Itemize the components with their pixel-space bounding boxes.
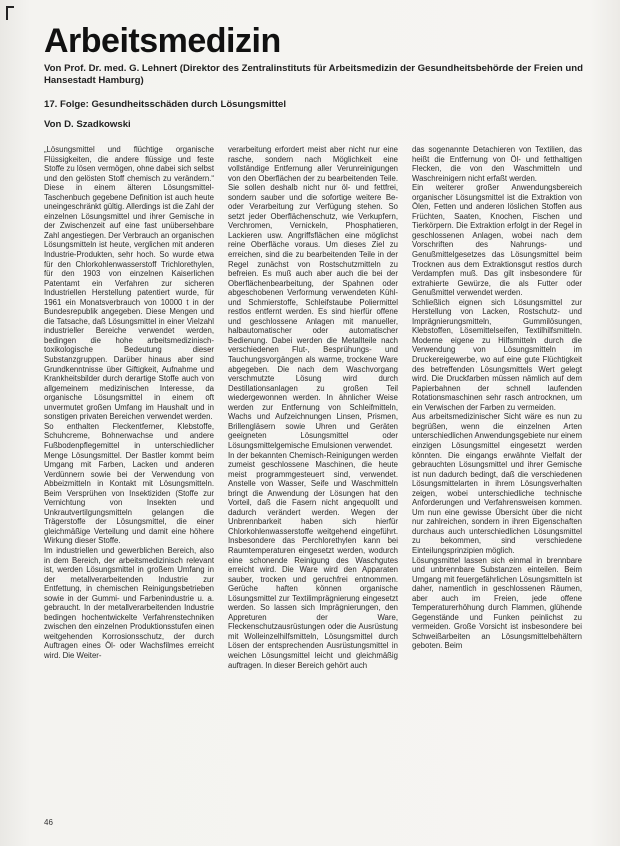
paragraph: Lösungsmittel lassen sich einmal in brennbare und unbrennbare Substanzen einteilen. Beim Umgang mit feuergefährlichen Lösungsmitteln ist daher, namentlich in geschlossenen Räumen, aber auch im Freien, jede offene Temperaturerhöhung durch Flammen, glühende Gegenstände und Funken peinlichst zu vermeiden. Große Vorsicht ist insbesondere bei Schweißarbeiten an Lösungsmittelbehältern geboten. Beim — [412, 555, 582, 651]
paragraph: Aus arbeitsmedizinischer Sicht wäre es nun zu begrüßen, wenn die einzelnen Arten unterschiedlichen Anwendungsgebiete nur einem einzigen Lösungsmittel eingesetzt werden könnten. Die eingangs erwähnte Vielfalt der gebrauchten Lösungsmittel und ihrer Gemische ist nun dadurch bedingt, daß die verschiedenen Lösungsmittelarten in ihrem Lösungsverhalten zeigen, wobei unterschiedliche technische Anforderungen und Verfahrensweisen kommen. Um nun eine gewisse Übersicht über die nicht nur zahlreichen, sondern in ihren Eigenschaften durchaus auch unterschiedlichen Lösungsmittel zu bekommen, sind verschiedene Einteilungsprinzipien möglich. — [412, 412, 582, 555]
page-number: 46 — [44, 818, 53, 827]
text-column-1 — [44, 145, 214, 845]
paragraph: verarbeitung erfordert meist aber nicht nur eine rasche, sondern nach Möglichkeit eine vollständige Entfernung aller Verunreinigungen von den Oberflächen der zu bearbeitenden Teile. Sie sollen deshalb nicht nur öl- und fettfrei, sondern sauber und die sofortige weitere Be- oder Verarbeitung zur Verfügung stehen. So setzt jeder Oberflächenschutz, wie Verkupfern, Verchromen, Vernickeln, Phosphatieren, Lackieren usw. Angriffsflächen eine möglichst reine Oberfläche voraus. Um dieses Ziel zu erreichen, sind die zu bearbeitenden Teile in der Regel zunächst von Rostschutzmitteln zu befreien. Es muß auch aber auch die bei der Oberflächenbearbeitung, der Spahnen oder abgeschobenen Verformung verwendeten Kühl- und Schmierstoffe, Schleifstaube Poliermittel restlos entfernt werden. Es sind hierfür offene und geschlossene Anlagen mit manueller, halbautomatischer oder automatischer Bedienung. Dabei werden die Metallteile nach verschiedenen Flut-, Besprühungs- und Tauchungsvorgängen als warme, trockene Ware abgegeben. Die nach dem Waschvorgang verschmutzte Lösung wird durch Destillationsanlagen zu großen Teil wiedergewonnen werden. In ähnlicher Weise werden zur Entfernung von Schleifmitteln, Wachs und Aufzeichnungen Linsen, Prismen, Brillengläsern sowie Uhren und Geräten geeigneten Lösungsmittel oder Lösungsmittelgemische Emulsionen verwendet. — [228, 145, 398, 450]
paragraph: „Lösungsmittel und flüchtige organische Flüssigkeiten, die andere flüssige und feste Stoffe zu lösen vermögen, ohne dabei sich selbst und den gelösten Stoff chemisch zu verändern.“ Diese in einem älteren Lösungsmittel-Taschenbuch gegebene Definition ist auch heute uneingeschränkt gültig. Allerdings ist die Zahl der einzelnen Lösungsmittel und ihrer Gemische in der Zwischenzeit auf eine fast unübersehbare Zahl angestiegen. Der Verbrauch an organischen Lösungsmitteln ist heute, verglichen mit anderen Industrie-Produkten, sehr hoch. So wurde etwa für den Chlorkohlenwasserstoff Trichlorethylen, für den 1903 von einzelnen Kaiserlichen Patentamt ein Verfahren zur sicheren Industriellen Herstellung patentiert wurde, für 1961 ein Monatsverbrauch von 10000 t in der Bundesrepublik angegeben. Diese Mengen und die Tatsache, daß Lösungsmittel in einer Vielzahl industrieller Bereiche verwendet werden, bedingen die hohe arbeitsmedizinisch-toxikologische Bedeutung dieser Substanzgruppen. Darüber hinaus aber sind Grundkenntnisse über Giftigkeit, Aufnahme und Krankheitsbilder durch derartige Stoffe auch von allgemeinem medizinischen Interesse, da organische Lösungsmittel in einem oft unvermutet großen Umfang im Haushalt und in sonstigen privaten Bereichen verwendet werden. — [44, 145, 214, 422]
paragraph: das sogenannte Detachieren von Textilien, das heißt die Entfernung von Öl- und fetthaltigen Flecken, die von den Waschmitteln und Waschreinigern nicht erfaßt werden. — [412, 145, 582, 183]
article-title: Arbeitsmedizin — [44, 22, 281, 60]
byline: Von D. Szadkowski — [44, 119, 131, 130]
paragraph: Im industriellen und gewerblichen Bereich, also in dem Bereich, der arbeitsmedizinisch relevant ist, werden Lösungsmittel in großem Umfang in der metallverarbeitenden Industrie zur Entfettung, in chemischen Reinigungsbetrieben sowie in der Gummi- und Farbenindustrie u. a. gebraucht. In der metallverarbeitenden Industrie bedingen hochentwickelte Verfahrenstechniken zwischen den einzelnen Produktionsstufen einen weitgehenden Korrosionsschutz, der durch Auftragen eines Öl- oder Wachsfilmes erreicht wird. Die Weiter- — [44, 545, 214, 660]
article-body — [44, 145, 584, 835]
crop-mark — [6, 6, 14, 20]
text-column-3 — [412, 145, 582, 845]
paragraph: In der bekannten Chemisch-Reinigungen werden zumeist geschlossene Maschinen, die heute meist programmgesteuert sind, verwendet. Anstelle von Wasser, Seife und Waschmitteln bringt die Anwendung der Lösungen hat den Vorteil, daß die Fasern nicht angequollt und dadurch verändert werden. Wegen der Unbrennbarkeit haben sich hierfür Chlorkohlenwasserstoffe weitgehend eingeführt. Insbesondere das Perchlorethylen kann bei Raumtemperaturen eingesetzt werden, wodurch eine schonende Reinigung des Waschgutes erreicht wird. Die Ware wird den Apparaten sauber, trocken und geruchfrei entnommen. Gerüche haften können organische Lösungsmittel zur Textilimprägnierung eingesetzt werden. So lassen sich Imprägnierungen, den Appreturen der Ware, Fleckenschutzausrüstungen oder die Ausrüstung mit Wolleinzelhilfsmitteln, Lösungsmittel durch Lösen der entsprechenden Ausrüstungsmittel in weichen Lösungsmittel leicht und gleichmäßig auftragen. In dieser Bereich gehört auch — [228, 450, 398, 670]
paragraph: So enthalten Fleckentferner, Klebstoffe, Schuhcreme, Bohnerwachse und andere Fußbodenpflegemittel in unterschiedlicher Menge Lösungsmittel. Der Bastler kommt beim Umgang mit Farben, Lacken und anderen Verdünnern sowie bei der Verwendung von Abbeizmitteln in Kontakt mit Lösungsmitteln. Beim Versprühen von Insektiziden (Stoffe zur Vernichtung von Insekten und Unkrautvertilgungsmitteln gelangen die Trägerstoffe der Lösungsmittel, die einer gleichmäßige Verteilung und damit eine höhere Wirkung dieser Stoffe. — [44, 421, 214, 546]
paragraph: Schließlich eignen sich Lösungsmittel zur Herstellung von Lacken, Rostschutz- und Imprägnierungsmitteln, Gummilösungen, Klebstoffen, Lösemittelseifen, Textilhilfsmitteln. Moderne eigene zu Hilfsmitteln durch die Verwendung von Lösungsmitteln im Druckereigewerbe, wo auf eine gute Flüchtigkeit des betreffenden Lösungsmittels Wert gelegt wird. Die Druckfarben müssen nämlich auf dem Papierbahnen der schnell laufenden Rotationsmaschinen sehr rasch antrocknen, um ein Verwischen der Farben zu vermeiden. — [412, 297, 582, 412]
author-line: Von Prof. Dr. med. G. Lehnert (Direktor des Zentralinstituts für Arbeitsmedizin der Gesundheitsbehörde der Freien und Hansestadt Hamburg) — [44, 63, 583, 86]
paragraph: Ein weiterer großer Anwendungsbereich organischer Lösungsmittel ist die Extraktion von Ölen, Fetten und anderen löslichen Stoffen aus Früchten, Saaten, Knochen, Fischen und Tierkörpern. Die Extraktion erfolgt in der Regel in geschlossenen Anlagen, wobei nach dem Vorschriften des Nahrungs- und Genußmittelgesetzes das Lösungsmittel beim Trocknen aus dem Extraktionsgut restlos durch Verdampfen muß. Das gilt insbesondere für extrahierte Gewürze, die als Futter oder Genußmittel verwendet werden. — [412, 183, 582, 298]
text-column-2 — [228, 145, 398, 845]
series-heading: 17. Folge: Gesundheitsschäden durch Lösungsmittel — [44, 99, 287, 110]
